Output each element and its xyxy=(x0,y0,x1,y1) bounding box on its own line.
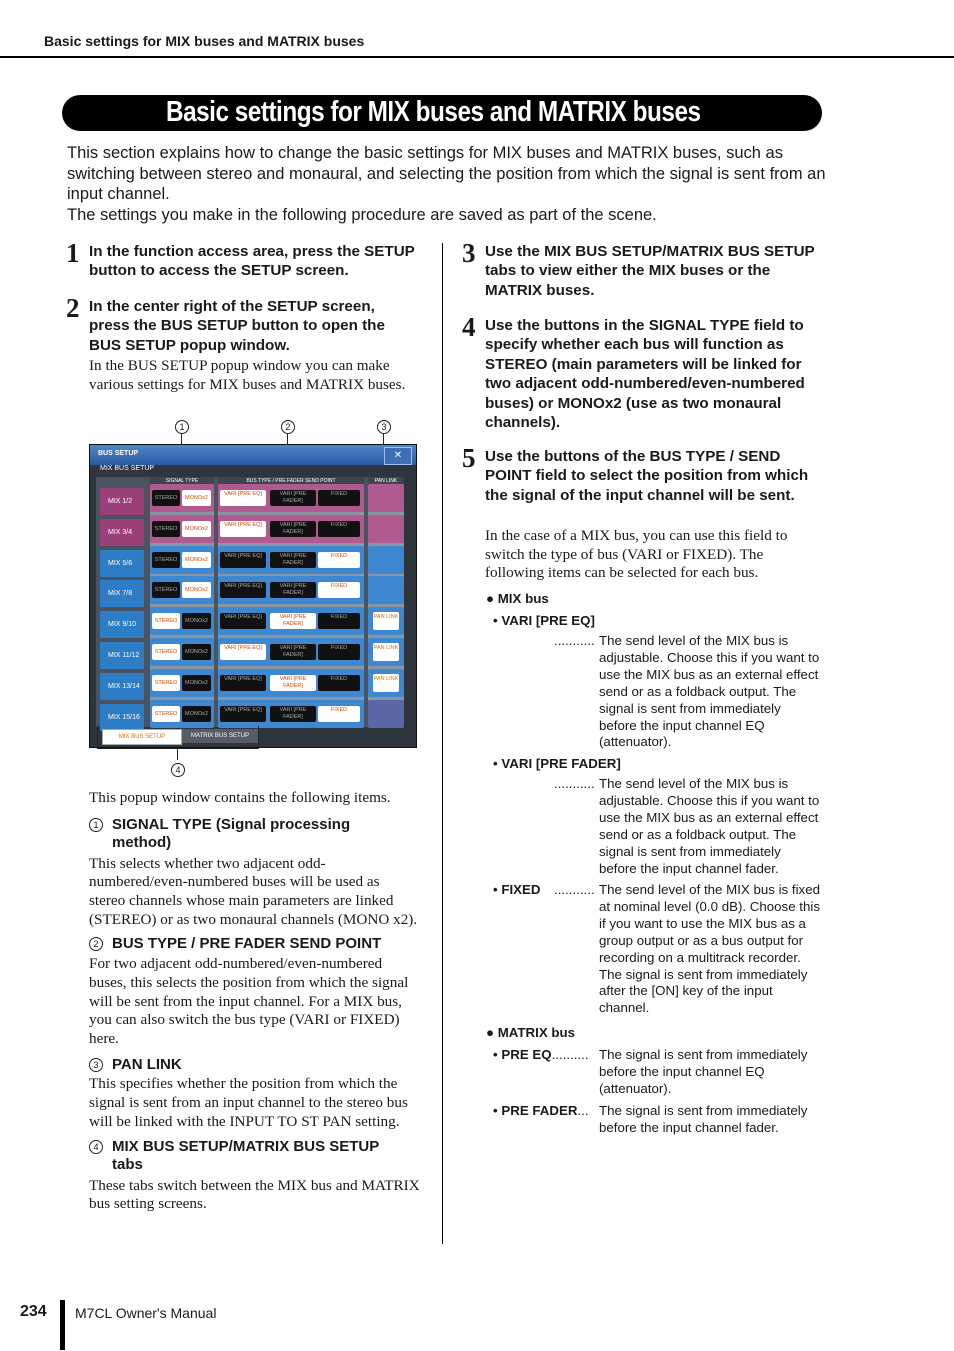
callout-3: 3 xyxy=(377,418,391,436)
item-4: 4 MIX BUS SETUP/MATRIX BUS SETUP tabs These tabs switch between the MIX bus and MATRIX bus setting screens. xyxy=(89,1138,429,1214)
intro-paragraph-2: The settings you make in the following procedure are saved as part of the scene. xyxy=(67,206,657,225)
vari-pre-fader-button[interactable]: VARI [PRE FADER] xyxy=(270,490,316,506)
matrix-term-2: • PRE FADER... xyxy=(493,1103,589,1118)
vari-pre-eq-button[interactable]: VARI [PRE EQ] xyxy=(220,675,266,691)
step-number-2: 2 xyxy=(66,293,80,323)
window-subtitle: MIX BUS SETUP xyxy=(100,465,155,472)
fixed-button[interactable]: FIXED xyxy=(318,552,360,568)
intro xyxy=(67,143,827,226)
mix-row-label: MIX 3/4 xyxy=(100,519,144,546)
pan-link-button[interactable]: PAN LINK xyxy=(373,612,399,630)
fixed-button[interactable]: FIXED xyxy=(318,582,360,598)
item-3-body: This specifies whether the position from which the signal is sent from an input channel to the stereo bus will be linked with the INPUT TO ST PAN setting. xyxy=(89,1075,408,1130)
close-icon[interactable]: ✕ xyxy=(384,447,412,465)
fixed-button[interactable]: FIXED xyxy=(318,490,360,506)
mix-term-1: • VARI [PRE EQ] xyxy=(493,613,595,628)
header-rule xyxy=(0,56,954,58)
tab-mix-bus-setup[interactable]: MIX BUS SETUP xyxy=(102,729,182,745)
callout-1: 1 xyxy=(175,418,189,436)
mix-desc-1: The send level of the MIX bus is adjustable. Choose this if you want to use the MIX bus as an external effect send or as a foldback output. The signal is sent from immediately before the input channel EQ (attenuator). xyxy=(599,633,820,750)
item-2-body: For two adjacent odd-numbered/even-numbered buses, this selects the position from which the signal will be sent from the input channel. For a MIX bus, you can also switch the bus type (VARI or FIXED) here. xyxy=(89,955,409,1047)
vari-pre-eq-button[interactable]: VARI [PRE EQ] xyxy=(220,644,266,660)
intro-paragraph-1: This section explains how to change the basic settings for MIX buses and MATRIX buses, such as switching between stereo and monaural, and selecting the position from which the signal is sent from an input channel. xyxy=(67,144,826,204)
vari-pre-fader-button[interactable]: VARI [PRE FADER] xyxy=(270,644,316,660)
monox2-button[interactable]: MONOx2 xyxy=(182,521,211,537)
stereo-button[interactable]: STEREO xyxy=(152,552,180,568)
monox2-button[interactable]: MONOx2 xyxy=(182,582,211,598)
running-header: Basic settings for MIX buses and MATRIX buses xyxy=(44,33,365,49)
item-4-title: MIX BUS SETUP/MATRIX BUS SETUP tabs xyxy=(112,1138,379,1174)
vari-pre-eq-button[interactable]: VARI [PRE EQ] xyxy=(220,613,266,629)
step-5-body: In the case of a MIX bus, you can use this field to switch the type of bus (VARI or FIXED). The following items can be selected for each bus. xyxy=(485,527,788,582)
header-pan-link: PAN LINK xyxy=(368,477,404,486)
mix-term-2: • VARI [PRE FADER] xyxy=(493,756,621,771)
step-1-text: In the function access area, press the SETUP button to access the SETUP screen. xyxy=(89,243,415,280)
mix-dots-2: ........... xyxy=(554,776,595,791)
mix-bus-heading: ● MIX bus xyxy=(486,591,549,606)
popup-intro: This popup window contains the following items. xyxy=(89,789,391,806)
vari-pre-fader-button[interactable]: VARI [PRE FADER] xyxy=(270,675,316,691)
monox2-button[interactable]: MONOx2 xyxy=(182,706,211,722)
page-title: Basic settings for MIX buses and MATRIX buses xyxy=(166,96,701,128)
row-bg-pan xyxy=(368,484,404,512)
fixed-button[interactable]: FIXED xyxy=(318,613,360,629)
mix-row-label: MIX 7/8 xyxy=(100,580,144,607)
step-number-1: 1 xyxy=(66,238,80,268)
stereo-button[interactable]: STEREO xyxy=(152,490,180,506)
step-number-4: 4 xyxy=(462,312,476,342)
header-signal-type: SIGNAL TYPE xyxy=(150,477,214,486)
mix-term-3: • FIXED xyxy=(493,882,541,897)
vari-pre-eq-button[interactable]: VARI [PRE EQ] xyxy=(220,552,266,568)
vari-pre-fader-button[interactable]: VARI [PRE FADER] xyxy=(270,582,316,598)
window-titlebar xyxy=(90,445,416,465)
step-3-text: Use the MIX BUS SETUP/MATRIX BUS SETUP tabs to view either the MIX buses or the MATRIX buses. xyxy=(485,243,815,299)
item-1-body: This selects whether two adjacent odd-numbered/even-numbered buses will be used as stereo channels whose main parameters are linked (STEREO) or as two monaural channels (MONO x2). xyxy=(89,854,418,928)
item-1: 1 SIGNAL TYPE (Signal processing method) This selects whether two adjacent odd-numbered/even-numbered buses will be used as stereo channels whose main parameters are linked (STEREO) or as two monaural channels (MONO x2). xyxy=(89,816,418,928)
fixed-button[interactable]: FIXED xyxy=(318,706,360,722)
stereo-button[interactable]: STEREO xyxy=(152,521,180,537)
row-bg-pan xyxy=(368,546,404,574)
stereo-button[interactable]: STEREO xyxy=(152,675,180,691)
footer-manual-title: M7CL Owner's Manual xyxy=(75,1305,217,1321)
vari-pre-fader-button[interactable]: VARI [PRE FADER] xyxy=(270,521,316,537)
stereo-button[interactable]: STEREO xyxy=(152,613,180,629)
window-title: BUS SETUP xyxy=(98,450,139,457)
vari-pre-eq-button[interactable]: VARI [PRE EQ] xyxy=(220,582,266,598)
item-3-title: PAN LINK xyxy=(112,1056,182,1073)
step-number-3: 3 xyxy=(462,238,476,268)
monox2-button[interactable]: MONOx2 xyxy=(182,644,211,660)
item-4-body: These tabs switch between the MIX bus and MATRIX bus setting screens. xyxy=(89,1176,420,1213)
vari-pre-fader-button[interactable]: VARI [PRE FADER] xyxy=(270,706,316,722)
matrix-term-1: • PRE EQ.......... xyxy=(493,1047,589,1062)
mix-row-label: MIX 15/16 xyxy=(100,704,144,731)
item-3: 3 PAN LINK This specifies whether the position from which the signal is sent from an input channel to the stereo bus will be linked with the INPUT TO ST PAN setting. xyxy=(89,1056,429,1131)
row-bg-pan xyxy=(368,576,404,604)
step-number-5: 5 xyxy=(462,443,476,473)
mix-row-label: MIX 13/14 xyxy=(100,673,144,700)
tab-matrix-bus-setup[interactable]: MATRIX BUS SETUP xyxy=(182,729,258,743)
step-4-text: Use the buttons in the SIGNAL TYPE field to specify whether each bus will function as STEREO (main parameters will be linked for two adjacent odd-numbered/even-numbered buses) or MONOx2 (use as two monaural channels). xyxy=(485,317,805,432)
mix-row-label: MIX 5/6 xyxy=(100,550,144,577)
mix-dots-3: ........... xyxy=(554,882,595,897)
mix-row-label: MIX 1/2 xyxy=(100,488,144,515)
callout-2: 2 xyxy=(281,418,295,436)
item-2-title: BUS TYPE / PRE FADER SEND POINT xyxy=(112,935,382,952)
row-bg-pan xyxy=(368,700,404,728)
vari-pre-eq-button[interactable]: VARI [PRE EQ] xyxy=(220,521,266,537)
matrix-desc-1: The signal is sent from immediately before the input channel EQ (attenuator). xyxy=(599,1047,808,1096)
item-1-title: SIGNAL TYPE (Signal processing method) xyxy=(112,816,351,852)
pan-link-button[interactable]: PAN LINK xyxy=(373,643,399,661)
header-bus-type: BUS TYPE / PRE FADER SEND POINT xyxy=(218,477,364,486)
footer-bar xyxy=(60,1300,65,1350)
mix-desc-2: The send level of the MIX bus is adjustable. Choose this if you want to use the MIX bus as an external effect send or as a foldback output. The signal is sent from immediately before the input channel fader. xyxy=(599,776,820,876)
monox2-button[interactable]: MONOx2 xyxy=(182,490,211,506)
page-number: 234 xyxy=(20,1303,47,1320)
mix-desc-3: The send level of the MIX bus is fixed at nominal level (0.0 dB). Choose this if you want to use the MIX bus as a group output or as a bus output for recording on a multitrack recorder. The signal is sent from immediately after the [ON] key of the input channel. xyxy=(599,882,820,1016)
stereo-button[interactable]: STEREO xyxy=(152,706,180,722)
column-divider xyxy=(442,243,443,1244)
step-2-body: In the BUS SETUP popup window you can make various settings for MIX buses and MATRIX buses. xyxy=(89,357,406,393)
monox2-button[interactable]: MONOx2 xyxy=(182,552,211,568)
row-bg-pan xyxy=(368,515,404,543)
step-2-text: In the center right of the SETUP screen, press the BUS SETUP button to open the BUS SETUP popup window. xyxy=(89,298,385,354)
mix-row-label: MIX 11/12 xyxy=(100,642,144,669)
pan-link-button[interactable]: PAN LINK xyxy=(373,674,399,692)
fixed-button[interactable]: FIXED xyxy=(318,644,360,660)
fixed-button[interactable]: FIXED xyxy=(318,521,360,537)
vari-pre-eq-button[interactable]: VARI [PRE EQ] xyxy=(220,490,266,506)
matrix-desc-2: The signal is sent from immediately before the input channel fader. xyxy=(599,1103,808,1135)
callout-4: 4 xyxy=(171,761,185,779)
item-2: 2 BUS TYPE / PRE FADER SEND POINT For two adjacent odd-numbered/even-numbered buses, this selects the position from which the signal will be sent from the input channel. For a MIX bus, you can also switch the bus type (VARI or FIXED) here. xyxy=(89,935,429,1048)
mix-row-label: MIX 9/10 xyxy=(100,611,144,638)
callout-line-4 xyxy=(177,749,178,760)
bus-setup-screenshot xyxy=(89,444,417,748)
vari-pre-fader-button[interactable]: VARI [PRE FADER] xyxy=(270,552,316,568)
callout-bracket-4 xyxy=(97,726,259,749)
fixed-button[interactable]: FIXED xyxy=(318,675,360,691)
monox2-button[interactable]: MONOx2 xyxy=(182,613,211,629)
vari-pre-fader-button[interactable]: VARI [PRE FADER] xyxy=(270,613,316,629)
matrix-bus-heading: ● MATRIX bus xyxy=(486,1025,576,1040)
step-5-text: Use the buttons of the BUS TYPE / SEND POINT field to select the position from which the signal of the input channel will be sent. xyxy=(485,448,809,504)
monox2-button[interactable]: MONOx2 xyxy=(182,675,211,691)
stereo-button[interactable]: STEREO xyxy=(152,582,180,598)
stereo-button[interactable]: STEREO xyxy=(152,644,180,660)
vari-pre-eq-button[interactable]: VARI [PRE EQ] xyxy=(220,706,266,722)
mix-dots-1: ........... xyxy=(554,633,595,648)
